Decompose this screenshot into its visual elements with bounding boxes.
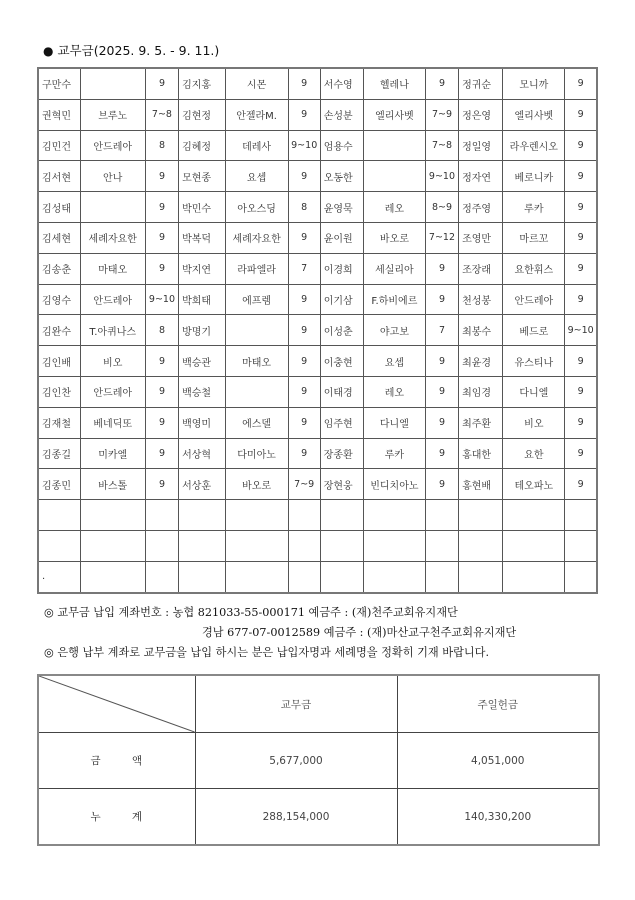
- roster-table: [37, 67, 598, 594]
- roster-cell-baptismal-name: 베로니카: [503, 161, 565, 192]
- roster-cell-baptismal-name: [225, 315, 288, 346]
- summary-table: [37, 674, 600, 846]
- roster-cell-name: 엄용수: [320, 130, 363, 161]
- roster-cell-months: 9: [288, 99, 320, 130]
- roster-cell-baptismal-name: 라파엘라: [225, 253, 288, 284]
- summary-row-cumulative: [38, 789, 599, 846]
- cumulative-offering: 288,154,000: [195, 789, 397, 846]
- roster-cell-months: 9: [425, 346, 458, 377]
- roster-cell-baptismal-name: 마르꼬: [503, 222, 565, 253]
- roster-cell-baptismal-name: 에프렘: [225, 284, 288, 315]
- roster-row: [38, 99, 597, 130]
- section-title-text: 교무금(2025. 9. 5. - 9. 11.): [57, 43, 220, 58]
- roster-cell-months: [565, 530, 597, 561]
- roster-cell-name: 이기삼: [320, 284, 363, 315]
- roster-cell-name: 이충현: [320, 346, 363, 377]
- roster-cell-baptismal-name: 엘리사벳: [503, 99, 565, 130]
- roster-cell-months: 9: [145, 192, 178, 223]
- roster-cell-months: 9: [145, 376, 178, 407]
- roster-cell-months: 9: [565, 192, 597, 223]
- roster-cell-months: [145, 500, 178, 531]
- roster-cell-name: 장종환: [320, 438, 363, 469]
- roster-cell-baptismal-name: 데레사: [225, 130, 288, 161]
- roster-cell-name: 최윤경: [459, 346, 503, 377]
- roster-cell-months: [145, 561, 178, 592]
- roster-row: [38, 469, 597, 500]
- header-offering: 교무금: [195, 675, 397, 733]
- roster-cell-name: [320, 561, 363, 592]
- roster-cell-baptismal-name: [225, 561, 288, 592]
- roster-cell-name: .: [38, 561, 80, 592]
- roster-cell-months: 9: [565, 253, 597, 284]
- roster-cell-months: 9: [425, 438, 458, 469]
- roster-row: [38, 192, 597, 223]
- roster-cell-baptismal-name: [363, 161, 425, 192]
- roster-cell-baptismal-name: 레오: [363, 192, 425, 223]
- roster-cell-months: 9: [145, 253, 178, 284]
- roster-cell-name: 최주환: [459, 407, 503, 438]
- roster-cell-months: [288, 561, 320, 592]
- roster-cell-months: 9: [565, 469, 597, 500]
- roster-cell-months: 9~10: [145, 284, 178, 315]
- roster-cell-months: 9: [565, 346, 597, 377]
- roster-cell-name: 김완수: [38, 315, 80, 346]
- roster-cell-baptismal-name: [80, 561, 145, 592]
- roster-cell-name: 김종길: [38, 438, 80, 469]
- roster-cell-baptismal-name: [80, 68, 145, 99]
- roster-cell-baptismal-name: 에스델: [225, 407, 288, 438]
- roster-cell-months: 9: [288, 376, 320, 407]
- roster-cell-name: [179, 530, 225, 561]
- roster-cell-baptismal-name: [225, 376, 288, 407]
- roster-cell-months: [425, 561, 458, 592]
- roster-cell-months: 9: [425, 407, 458, 438]
- roster-cell-baptismal-name: 다니엘: [503, 376, 565, 407]
- amount-offering: 5,677,000: [195, 733, 397, 789]
- roster-cell-name: 백승관: [179, 346, 225, 377]
- diagonal-corner-cell: [38, 675, 195, 733]
- roster-cell-months: 9: [288, 315, 320, 346]
- roster-cell-baptismal-name: 다니엘: [363, 407, 425, 438]
- roster-cell-name: 김재철: [38, 407, 80, 438]
- roster-cell-months: 9: [145, 438, 178, 469]
- roster-row: [38, 161, 597, 192]
- roster-cell-baptismal-name: 세례자요한: [225, 222, 288, 253]
- roster-cell-months: 9: [145, 407, 178, 438]
- roster-cell-name: 박민수: [179, 192, 225, 223]
- roster-cell-baptismal-name: 안드레아: [80, 284, 145, 315]
- account-info-line: ◎ 교무금 납입 계좌번호 : 농협 821033-55-000171 예금주 : (재)천주교회유지재단: [44, 606, 458, 619]
- roster-cell-months: [145, 530, 178, 561]
- roster-cell-baptismal-name: 안드레아: [80, 376, 145, 407]
- roster-cell-months: 9: [565, 99, 597, 130]
- roster-cell-name: [320, 530, 363, 561]
- row-label: 금 액: [38, 733, 195, 789]
- roster-cell-months: 9: [565, 438, 597, 469]
- roster-cell-name: 김송춘: [38, 253, 80, 284]
- roster-cell-baptismal-name: 마태오: [225, 346, 288, 377]
- roster-cell-months: 9: [288, 161, 320, 192]
- roster-cell-baptismal-name: [363, 530, 425, 561]
- roster-cell-months: [288, 500, 320, 531]
- section-title: [43, 41, 219, 59]
- roster-row: [38, 438, 597, 469]
- roster-cell-name: 이경희: [320, 253, 363, 284]
- roster-row: [38, 130, 597, 161]
- roster-cell-months: 9: [145, 222, 178, 253]
- roster-cell-baptismal-name: 다미아노: [225, 438, 288, 469]
- summary-header-row: [38, 675, 599, 733]
- roster-cell-name: 윤영묵: [320, 192, 363, 223]
- roster-cell-baptismal-name: 비오: [503, 407, 565, 438]
- roster-cell-name: 권혁민: [38, 99, 80, 130]
- roster-cell-baptismal-name: 안드레아: [80, 130, 145, 161]
- roster-cell-baptismal-name: 바스톨: [80, 469, 145, 500]
- roster-cell-name: 김종민: [38, 469, 80, 500]
- roster-row: [38, 253, 597, 284]
- roster-cell-baptismal-name: [225, 500, 288, 531]
- roster-cell-name: 정은영: [459, 99, 503, 130]
- roster-cell-months: 8: [288, 192, 320, 223]
- roster-cell-name: [179, 500, 225, 531]
- roster-cell-baptismal-name: 요한휘스: [503, 253, 565, 284]
- roster-cell-name: 정귀순: [459, 68, 503, 99]
- roster-cell-baptismal-name: 세례자요한: [80, 222, 145, 253]
- roster-cell-months: 9: [425, 253, 458, 284]
- roster-cell-name: 김영수: [38, 284, 80, 315]
- roster-cell-baptismal-name: 테오파노: [503, 469, 565, 500]
- roster-cell-name: 장현웅: [320, 469, 363, 500]
- roster-cell-name: 모현종: [179, 161, 225, 192]
- roster-cell-baptismal-name: 루카: [363, 438, 425, 469]
- roster-cell-months: 9: [565, 407, 597, 438]
- roster-row: [38, 407, 597, 438]
- roster-cell-months: [565, 561, 597, 592]
- roster-cell-name: 조영만: [459, 222, 503, 253]
- roster-cell-baptismal-name: 요셉: [363, 346, 425, 377]
- roster-row: [38, 500, 597, 531]
- roster-cell-months: [288, 530, 320, 561]
- roster-row: [38, 68, 597, 99]
- roster-cell-name: 손성분: [320, 99, 363, 130]
- roster-cell-name: 김성태: [38, 192, 80, 223]
- roster-cell-name: [459, 500, 503, 531]
- roster-cell-months: 9: [288, 407, 320, 438]
- roster-cell-months: 7~8: [425, 130, 458, 161]
- roster-cell-baptismal-name: [503, 500, 565, 531]
- roster-cell-baptismal-name: 안드레아: [503, 284, 565, 315]
- roster-cell-name: [38, 500, 80, 531]
- roster-cell-name: 김민건: [38, 130, 80, 161]
- roster-cell-months: 7~8: [145, 99, 178, 130]
- roster-cell-baptismal-name: 베드로: [503, 315, 565, 346]
- roster-cell-baptismal-name: 라우렌시오: [503, 130, 565, 161]
- roster-cell-baptismal-name: [363, 130, 425, 161]
- roster-cell-name: 김서현: [38, 161, 80, 192]
- roster-cell-baptismal-name: 바오로: [225, 469, 288, 500]
- roster-cell-name: 조장래: [459, 253, 503, 284]
- roster-cell-months: [425, 500, 458, 531]
- roster-cell-months: 9: [145, 161, 178, 192]
- roster-cell-name: [38, 530, 80, 561]
- roster-cell-name: 서상훈: [179, 469, 225, 500]
- roster-cell-months: 9: [288, 346, 320, 377]
- roster-cell-months: 7~12: [425, 222, 458, 253]
- roster-cell-months: 7~9: [425, 99, 458, 130]
- roster-cell-baptismal-name: [80, 500, 145, 531]
- roster-cell-name: 백승철: [179, 376, 225, 407]
- roster-cell-baptismal-name: [80, 192, 145, 223]
- roster-cell-baptismal-name: T.아퀴나스: [80, 315, 145, 346]
- roster-row: [38, 315, 597, 346]
- diagonal-line: [39, 676, 195, 732]
- roster-cell-baptismal-name: 유스티나: [503, 346, 565, 377]
- roster-cell-baptismal-name: [225, 530, 288, 561]
- roster-cell-name: 백영미: [179, 407, 225, 438]
- roster-cell-name: 최봉수: [459, 315, 503, 346]
- roster-cell-name: 최임경: [459, 376, 503, 407]
- roster-cell-baptismal-name: 빈디치아노: [363, 469, 425, 500]
- roster-cell-baptismal-name: 요한: [503, 438, 565, 469]
- roster-cell-months: 9: [288, 438, 320, 469]
- roster-cell-months: [425, 530, 458, 561]
- row-label: 누 계: [38, 789, 195, 846]
- roster-cell-months: 7: [425, 315, 458, 346]
- roster-cell-baptismal-name: 안젤라M.: [225, 99, 288, 130]
- amount-sunday-collection: 4,051,000: [397, 733, 599, 789]
- roster-cell-baptismal-name: 안나: [80, 161, 145, 192]
- payment-notes: [44, 603, 516, 663]
- roster-cell-name: 이성춘: [320, 315, 363, 346]
- roster-cell-baptismal-name: [503, 561, 565, 592]
- roster-cell-name: 김인찬: [38, 376, 80, 407]
- roster-cell-baptismal-name: 미카엘: [80, 438, 145, 469]
- roster-cell-name: 홍현배: [459, 469, 503, 500]
- roster-cell-name: 박복덕: [179, 222, 225, 253]
- roster-cell-name: 김지홍: [179, 68, 225, 99]
- roster-row: [38, 530, 597, 561]
- roster-cell-baptismal-name: 모니까: [503, 68, 565, 99]
- roster-cell-name: 방명기: [179, 315, 225, 346]
- roster-cell-baptismal-name: 루카: [503, 192, 565, 223]
- roster-cell-months: 9: [145, 68, 178, 99]
- roster-cell-baptismal-name: 헬레나: [363, 68, 425, 99]
- roster-cell-baptismal-name: 브루노: [80, 99, 145, 130]
- roster-cell-baptismal-name: F.하비에르: [363, 284, 425, 315]
- roster-cell-baptismal-name: 레오: [363, 376, 425, 407]
- roster-cell-name: 박지연: [179, 253, 225, 284]
- roster-cell-months: 7: [288, 253, 320, 284]
- roster-cell-months: 9~10: [565, 315, 597, 346]
- roster-cell-name: 오동한: [320, 161, 363, 192]
- roster-cell-baptismal-name: 야고보: [363, 315, 425, 346]
- cumulative-sunday-collection: 140,330,200: [397, 789, 599, 846]
- roster-cell-name: [459, 561, 503, 592]
- roster-cell-months: 9: [565, 284, 597, 315]
- roster-cell-months: 7~9: [288, 469, 320, 500]
- roster-cell-name: [179, 561, 225, 592]
- roster-cell-baptismal-name: [503, 530, 565, 561]
- roster-cell-months: 9: [565, 222, 597, 253]
- roster-cell-name: 박희태: [179, 284, 225, 315]
- roster-cell-months: 8: [145, 315, 178, 346]
- account-info-line-2: 경남 677-07-0012589 예금주 : (재)마산교구천주교회유지재단: [202, 626, 517, 639]
- roster-cell-months: 9: [425, 68, 458, 99]
- roster-cell-months: 9: [145, 469, 178, 500]
- roster-cell-name: 김혜정: [179, 130, 225, 161]
- roster-cell-baptismal-name: 요셉: [225, 161, 288, 192]
- roster-row: [38, 284, 597, 315]
- roster-cell-months: 9: [565, 376, 597, 407]
- roster-cell-name: 임주현: [320, 407, 363, 438]
- roster-cell-baptismal-name: 시몬: [225, 68, 288, 99]
- roster-cell-name: 천성봉: [459, 284, 503, 315]
- roster-cell-months: 9: [145, 346, 178, 377]
- roster-cell-name: 이태경: [320, 376, 363, 407]
- roster-cell-months: 9~10: [425, 161, 458, 192]
- roster-cell-name: 구만수: [38, 68, 80, 99]
- roster-cell-name: [320, 500, 363, 531]
- roster-cell-baptismal-name: [363, 500, 425, 531]
- roster-row: [38, 376, 597, 407]
- roster-cell-months: 8: [145, 130, 178, 161]
- roster-cell-name: 서상혁: [179, 438, 225, 469]
- roster-cell-name: 서수영: [320, 68, 363, 99]
- roster-cell-name: [459, 530, 503, 561]
- roster-cell-months: 8~9: [425, 192, 458, 223]
- roster-cell-name: 김현정: [179, 99, 225, 130]
- roster-cell-months: 9: [425, 469, 458, 500]
- summary-row-amount: [38, 733, 599, 789]
- roster-cell-baptismal-name: 베네딕또: [80, 407, 145, 438]
- roster-cell-baptismal-name: [363, 561, 425, 592]
- roster-cell-name: 정주영: [459, 192, 503, 223]
- header-sunday-collection: 주일헌금: [397, 675, 599, 733]
- roster-cell-name: 정자연: [459, 161, 503, 192]
- roster-cell-baptismal-name: 바오로: [363, 222, 425, 253]
- roster-cell-name: 홍대한: [459, 438, 503, 469]
- roster-cell-baptismal-name: 마태오: [80, 253, 145, 284]
- roster-cell-months: 9: [565, 161, 597, 192]
- roster-cell-name: 윤이원: [320, 222, 363, 253]
- roster-cell-months: 9: [288, 222, 320, 253]
- roster-row: [38, 561, 597, 592]
- roster-row: [38, 346, 597, 377]
- roster-cell-baptismal-name: [80, 530, 145, 561]
- roster-cell-months: [565, 500, 597, 531]
- roster-cell-baptismal-name: 세실리아: [363, 253, 425, 284]
- roster-cell-months: 9: [565, 130, 597, 161]
- roster-cell-baptismal-name: 엘리사벳: [363, 99, 425, 130]
- roster-row: [38, 222, 597, 253]
- roster-cell-name: 정일영: [459, 130, 503, 161]
- roster-cell-months: 9: [425, 376, 458, 407]
- roster-cell-baptismal-name: 아오스딩: [225, 192, 288, 223]
- roster-cell-baptismal-name: 비오: [80, 346, 145, 377]
- roster-cell-months: 9~10: [288, 130, 320, 161]
- roster-cell-months: 9: [288, 284, 320, 315]
- roster-cell-months: 9: [565, 68, 597, 99]
- roster-cell-name: 김인배: [38, 346, 80, 377]
- roster-cell-months: 9: [425, 284, 458, 315]
- payment-instruction: ◎ 은행 납부 계좌로 교무금을 납입 하시는 분은 납입자명과 세례명을 정확히 기재 바랍니다.: [44, 646, 490, 659]
- black-circle-icon: ●: [43, 44, 54, 58]
- roster-cell-months: 9: [288, 68, 320, 99]
- roster-cell-name: 김세현: [38, 222, 80, 253]
